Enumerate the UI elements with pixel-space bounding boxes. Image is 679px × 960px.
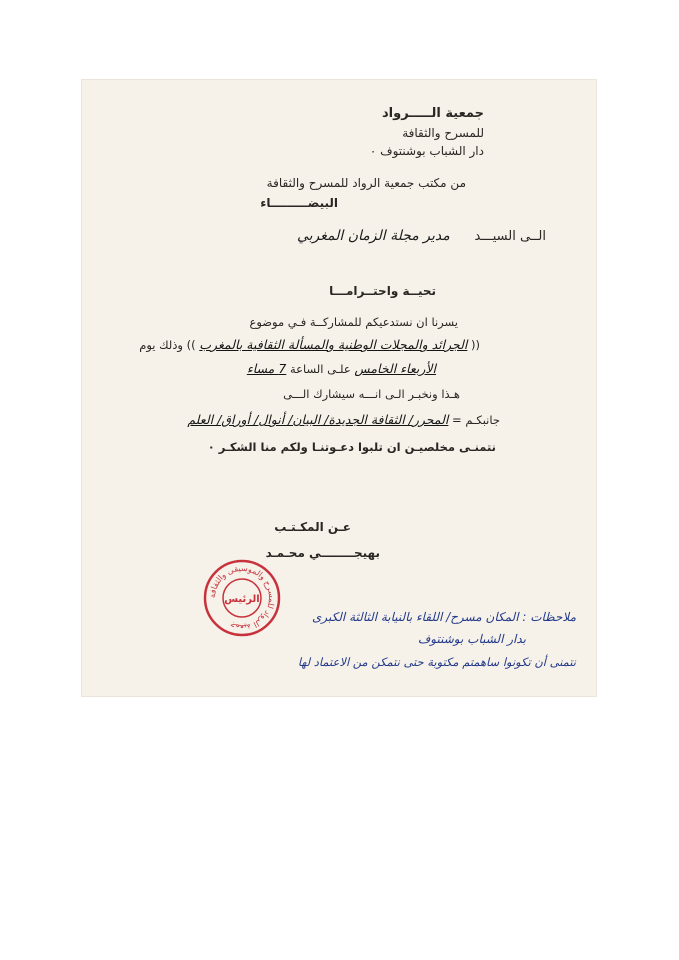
body-line-4: هـذا ونخبـر الـى انـــه سيشارك الـــى xyxy=(283,387,460,401)
letterhead-line-2: للمسرح والثقافة xyxy=(402,126,484,140)
participants-prefix: جانبكـم = xyxy=(452,413,500,427)
recipient-prefix: الــى السيـــد xyxy=(474,229,546,244)
stamp-center-text: الرئيس xyxy=(224,594,260,605)
note-line-2: بدار الشباب بوشنتوف xyxy=(417,632,526,646)
letterhead-line-1: جمعية الـــــرواد xyxy=(382,106,484,121)
body-line-6: نتمنـى مخلصيـن ان تلبوا دعـوتنـا ولكم منا الشكـر ٠ xyxy=(207,440,496,454)
topic-handwritten: الجرائد والمجلات الوطنية والمسألة الثقافية بالمغرب xyxy=(199,337,468,352)
topic-close: )) وذلك يوم xyxy=(139,338,196,352)
time-handwritten: 7 مساء xyxy=(246,361,287,376)
stamp-outer-text: جمعية الرواد للمسرح والموسيقى والثقافة xyxy=(207,563,277,633)
recipient-name: مدير مجلة الزمان المغربي xyxy=(296,228,450,244)
red-stamp-icon xyxy=(202,558,282,638)
participants-handwritten: المحرر/ الثقافة الجديدة/ البيان/ أنوال/ أوراق/ العلم xyxy=(187,412,449,427)
greeting: تحيــة واحتــرامـــا xyxy=(329,284,436,298)
letterhead-line-3: دار الشباب بوشنتوف ٠ xyxy=(369,144,484,158)
recipient-line xyxy=(297,228,546,244)
body-line-1: يسرنا ان نستدعيكم للمشاركــة فـي موضوع xyxy=(249,315,458,329)
signature-line-1: عـن المكـتـب xyxy=(274,520,351,534)
letter-page xyxy=(82,80,596,696)
sender-line-2: البيضـــــــــاء xyxy=(260,196,338,210)
note-line-3: نتمنى أن تكونوا ساهمتم مكتوبة حتى نتمكن من الاعتماد لها xyxy=(297,655,576,669)
topic-open: (( xyxy=(471,338,480,352)
day-handwritten: الأربعاء الخامس xyxy=(354,361,436,376)
time-label: علـى الساعة xyxy=(289,362,351,376)
note-line-1: ملاحظات : المكان مسرح/ اللقاء بالنيابة الثالثة الكبرى xyxy=(312,610,576,624)
signature-name: بهيجــــــــي محـمـد xyxy=(265,546,380,560)
body-line-5 xyxy=(187,412,500,427)
body-line-3 xyxy=(247,361,436,376)
body-line-2 xyxy=(139,337,480,352)
sender-line-1: من مكتب جمعية الرواد للمسرح والثقافة xyxy=(266,176,466,190)
